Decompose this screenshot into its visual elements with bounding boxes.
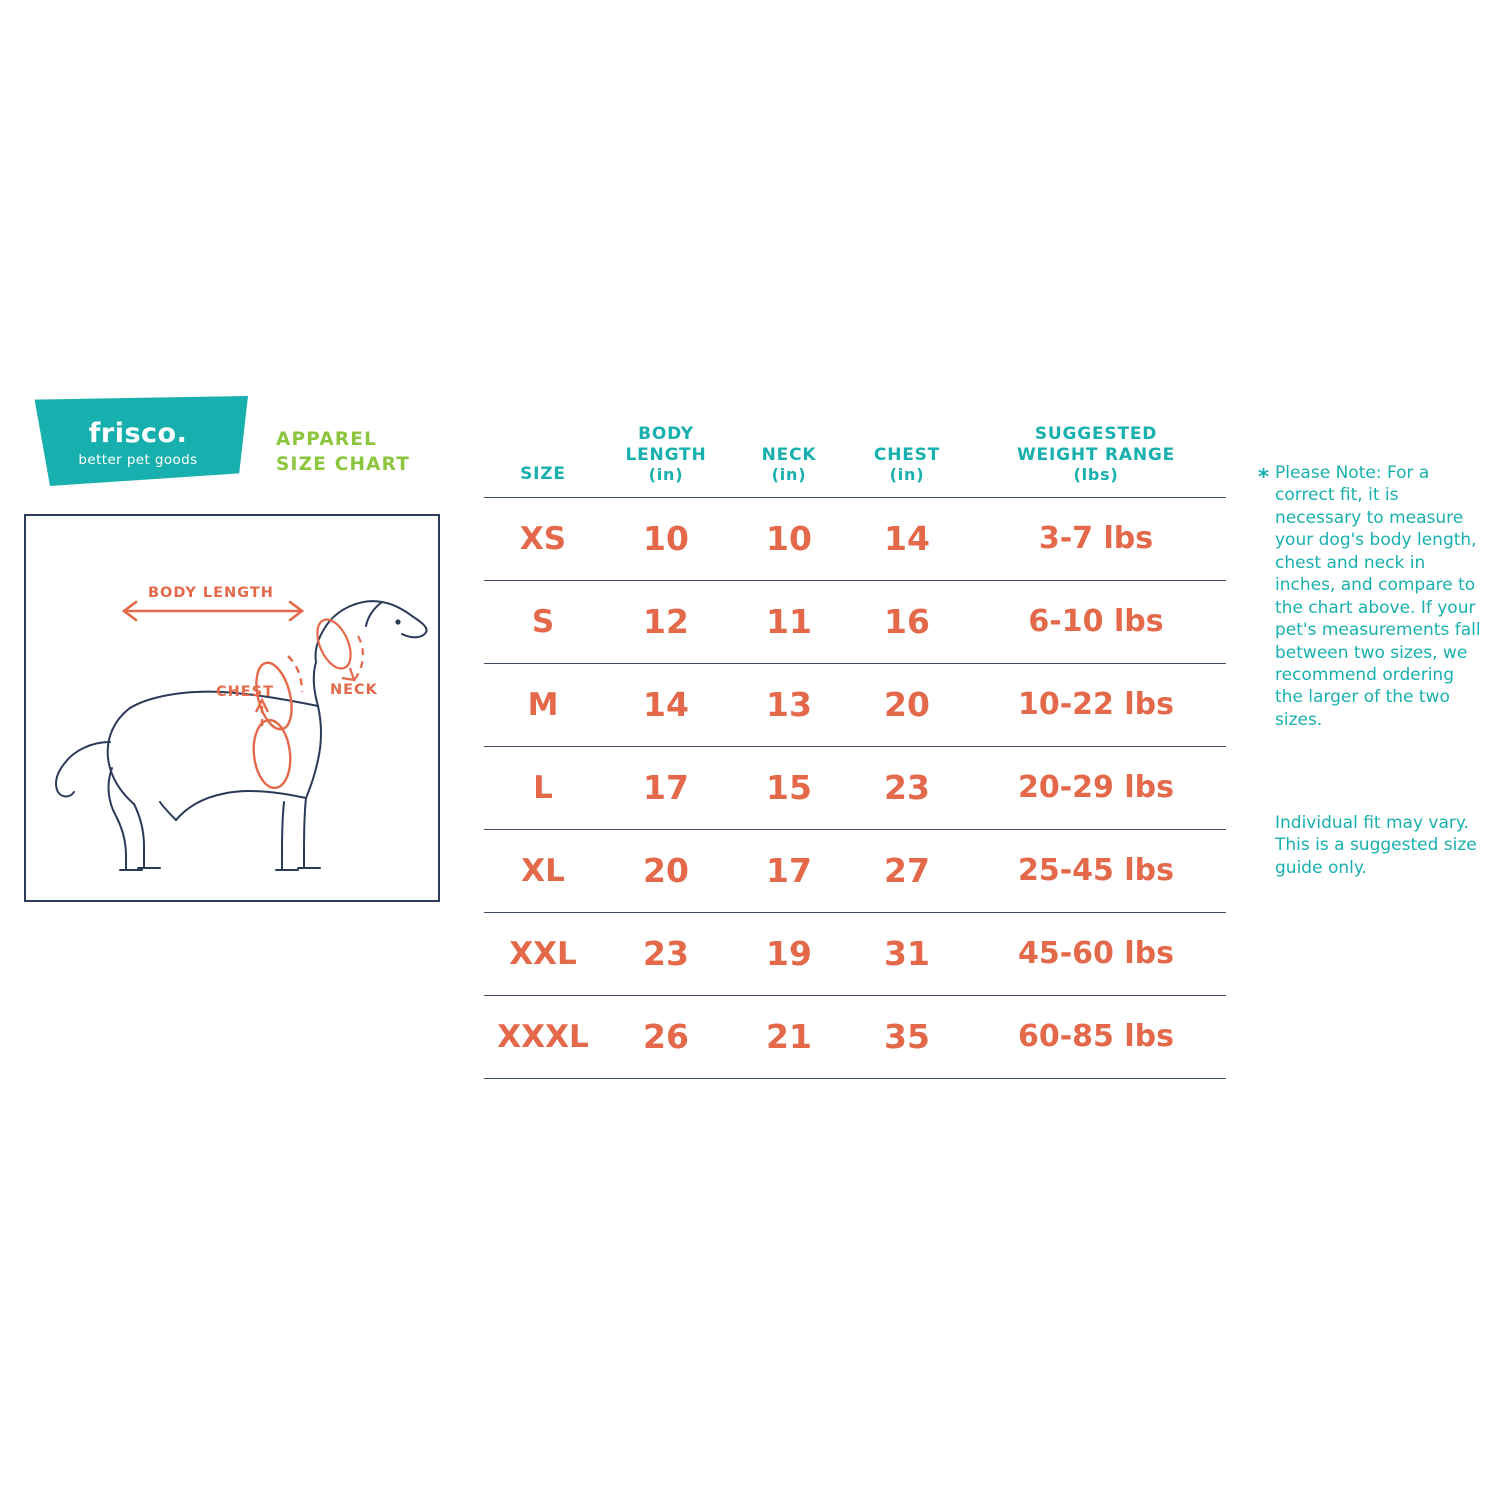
page-title — [276, 428, 476, 478]
cell-size: XL — [521, 852, 565, 889]
dog-illustration-icon — [26, 516, 438, 900]
table-row — [484, 498, 1226, 580]
page-title-line1: APPAREL — [276, 429, 378, 450]
cell-size: L — [533, 769, 553, 806]
column-header-body-length: BODY LENGTH (in) — [625, 424, 707, 485]
brand-name: frisco. — [88, 418, 188, 449]
column-header-size: SIZE — [520, 464, 566, 485]
column-header-neck: NECK (in) — [761, 444, 817, 485]
label-body-length: BODY LENGTH — [148, 585, 274, 601]
column-header-weight-range: SUGGESTED WEIGHT RANGE (lbs) — [1016, 424, 1176, 485]
cell-body-length: 23 — [643, 934, 689, 974]
table-divider — [484, 1078, 1226, 1079]
cell-neck: 15 — [766, 768, 812, 808]
cell-body-length: 14 — [643, 685, 689, 725]
column-header-chest: CHEST (in) — [873, 444, 941, 485]
cell-weight: 25-45 lbs — [1017, 853, 1174, 889]
brand-tagline: better pet goods — [78, 452, 198, 468]
cell-weight: 6-10 lbs — [1028, 604, 1164, 640]
fit-note — [1258, 462, 1482, 731]
brand-logo — [28, 396, 248, 486]
cell-neck: 21 — [766, 1017, 812, 1057]
cell-chest: 20 — [884, 685, 930, 725]
cell-weight: 10-22 lbs — [1017, 687, 1174, 723]
page-title-line2: SIZE CHART — [276, 453, 411, 475]
table-row — [484, 747, 1226, 829]
cell-chest: 27 — [884, 851, 930, 891]
label-neck: NECK — [330, 682, 378, 698]
cell-chest: 23 — [884, 768, 930, 808]
cell-chest: 35 — [884, 1017, 930, 1057]
cell-size: M — [527, 686, 559, 723]
cell-weight: 20-29 lbs — [1017, 770, 1174, 806]
table-row — [484, 830, 1226, 912]
label-chest: CHEST — [216, 684, 275, 700]
asterisk-icon: * — [1258, 465, 1269, 489]
cell-body-length: 17 — [643, 768, 689, 808]
measurement-diagram — [24, 514, 440, 902]
cell-weight: 60-85 lbs — [1017, 1019, 1174, 1055]
cell-weight: 45-60 lbs — [1017, 936, 1174, 972]
cell-chest: 16 — [884, 602, 930, 642]
cell-neck: 13 — [766, 685, 812, 725]
cell-body-length: 20 — [643, 851, 689, 891]
cell-body-length: 10 — [643, 519, 689, 559]
cell-neck: 10 — [766, 519, 812, 559]
table-header-row — [484, 424, 1226, 497]
table-row — [484, 581, 1226, 663]
fit-note-text: Please Note: For a correct fit, it is necessary to measure your dog's body length, chest and neck in inches, and compare to the chart above. If your pet's measurements fall between two sizes, we recommend ordering the larger of the two sizes. — [1275, 463, 1481, 730]
fit-note-secondary: Individual fit may vary. This is a suggested size guide only. — [1275, 813, 1477, 878]
cell-weight: 3-7 lbs — [1038, 521, 1154, 557]
cell-chest: 14 — [884, 519, 930, 559]
cell-neck: 11 — [766, 602, 812, 642]
cell-size: S — [531, 603, 555, 640]
cell-neck: 17 — [766, 851, 812, 891]
size-table — [484, 424, 1226, 1079]
cell-size: XXL — [509, 935, 577, 972]
cell-body-length: 26 — [643, 1017, 689, 1057]
cell-chest: 31 — [884, 934, 930, 974]
table-row — [484, 913, 1226, 995]
cell-body-length: 12 — [643, 602, 689, 642]
table-row — [484, 664, 1226, 746]
cell-size: XXXL — [497, 1018, 589, 1055]
cell-neck: 19 — [766, 934, 812, 974]
table-row — [484, 996, 1226, 1078]
cell-size: XS — [519, 520, 567, 557]
